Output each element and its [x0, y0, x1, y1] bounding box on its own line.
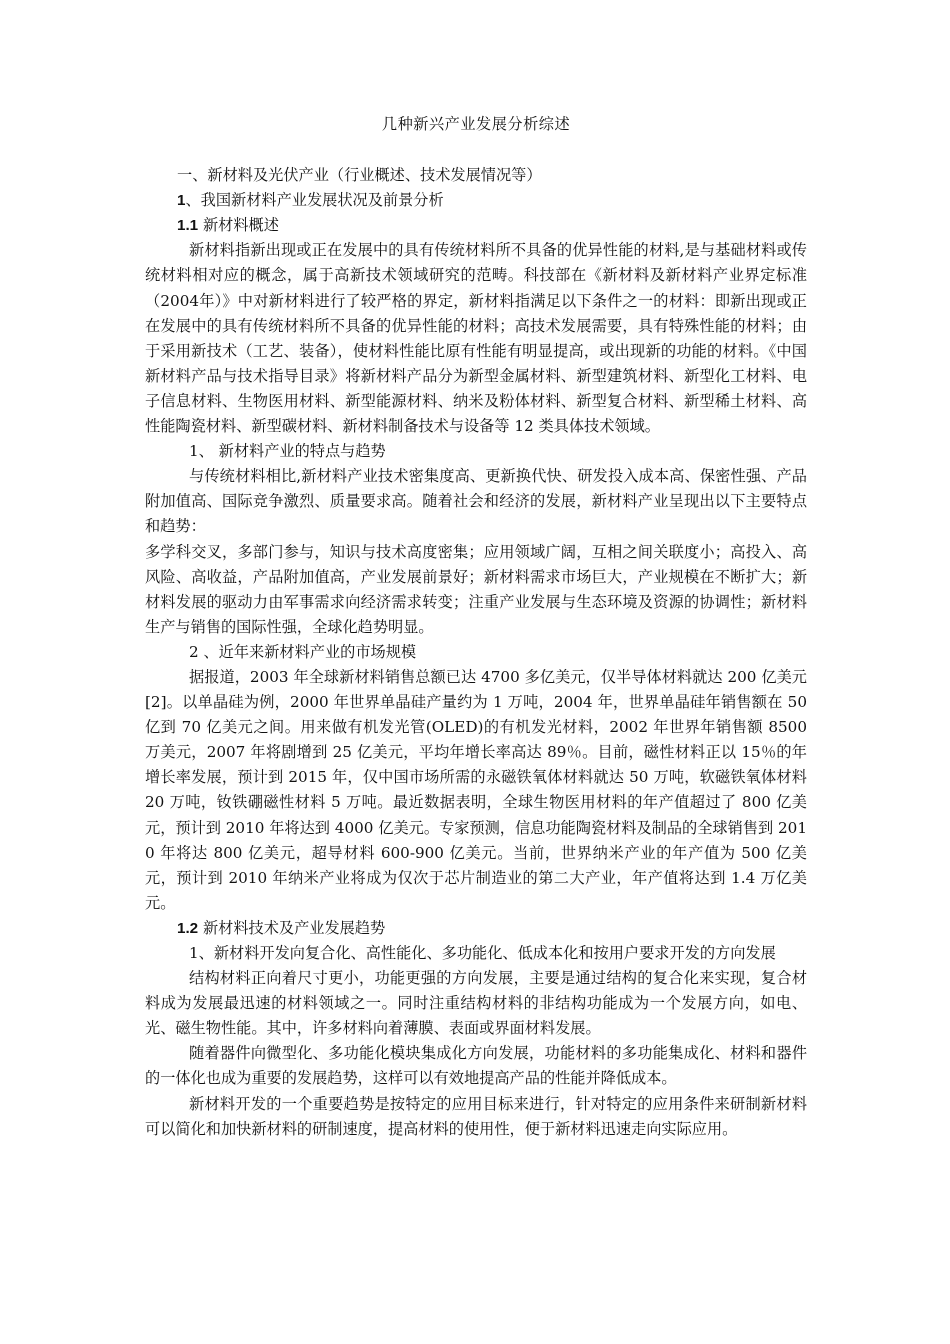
subsection-number: 1.2: [177, 919, 199, 937]
item-heading-paragraph: 1、新材料开发向复合化、高性能化、多功能化、低成本化和按用户要求开发的方向发展: [189, 944, 776, 962]
subsection-text: 新材料技术及产业发展趋势: [198, 918, 386, 937]
item-heading: 2 、近年来新材料产业的市场规模: [189, 642, 417, 661]
subsection-text: 、我国新材料产业发展状况及前景分析: [185, 191, 444, 210]
subsection-number: 1.1: [177, 217, 199, 235]
section-heading: 一、新材料及光伏产业（行业概述、技术发展情况等）: [177, 166, 542, 185]
document-title: 几种新兴产业发展分析综述: [381, 115, 571, 133]
paragraph: 随着器件向微型化、多功能化模块集成化方向发展，功能材料的多功能集成化、材料和器件的一体化也成为重要的发展趋势，这样可以有效地提高产品的性能并降低成本。: [145, 1044, 807, 1088]
document-page: [145, 112, 807, 1142]
paragraph: 与传统材料相比,新材料产业技术密集度高、更新换代快、研发投入成本高、保密性强、产品附加值高、国际竞争激烈、质量要求高。随着社会和经济的发展，新材料产业呈现出以下主要特点和趋势：: [145, 467, 807, 536]
subsection-text: 新材料概述: [198, 216, 279, 235]
subsection-heading: [145, 188, 807, 213]
paragraph: 据报道，2003 年全球新材料销售总额已达 4700 多亿美元，仅半导体材料就达 200 亿美元[2]。以单晶硅为例，2000 年世界单晶硅产量约为 1 万吨，2004 年，世界单晶硅年销售额在 50 亿到 70 亿美元之间。用来做有机发光管(OLED)的有机发光材料，2002 年世界年销售额 8500 万美元，2007 年将剧增到 25 亿美元，平均年增长率高达 89％。目前，磁性材料正以 15％的年增长率发展，预计到 2015 年，仅中国市场所需的永磁铁氧体材料就达 50 万吨，软磁铁氧体材料 20 万吨，钕铁硼磁性材料 5 万吨。最近数据表明，全球生物医用材料的年产值超过了 800 亿美元，预计到 2010 年将达到 4000 亿美元。专家预测，信息功能陶瓷材料及制品的全球销售到 2010 年将达 800 亿美元，超导材料 600-900 亿美元。当前，世界纳米产业的年产值为 500 亿美元，预计到 2010 年纳米产业将成为仅次于芯片制造业的第二大产业，年产值将达到 1.4 万亿美元。: [145, 667, 807, 912]
subsection-heading-1-1: [145, 213, 807, 238]
subsection-heading-1-2: [145, 916, 807, 941]
paragraph: 多学科交叉，多部门参与，知识与技术高度密集；应用领域广阔，互相之间关联度小；高投入、高风险、高收益，产品附加值高，产业发展前景好；新材料需求市场巨大，产业规模在不断扩大；新材料发展的驱动力由军事需求向经济需求转变；注重产业发展与生态环境及资源的协调性；新材料生产与销售的国际性强，全球化趋势明显。: [145, 542, 807, 636]
paragraph: 新材料开发的一个重要趋势是按特定的应用目标来进行，针对特定的应用条件来研制新材料可以简化和加快新材料的研制速度，提高材料的使用性，便于新材料迅速走向实际应用。: [145, 1094, 807, 1138]
subsection-number: 1: [177, 192, 186, 210]
paragraph: 新材料指新出现或正在发展中的具有传统材料所不具备的优异性能的材料,是与基础材料或传统材料相对应的概念，属于高新技术领域研究的范畴。科技部在《新材料及新材料产业界定标准（2004年）》中对新材料进行了较严格的界定，新材料指满足以下条件之一的材料：即新出现或正在发展中的具有传统材料所不具备的优异性能的材料；高技术发展需要，具有特殊性能的材料；由于采用新技术（工艺、装备），使材料性能比原有性能有明显提高，或出现新的功能的材料。《中国新材料产品与技术指导目录》将新材料产品分为新型金属材料、新型建筑材料、新型化工材料、电子信息材料、生物医用材料、新型能源材料、纳米及粉体材料、新型复合材料、新型稀土材料、高性能陶瓷材料、新型碳材料、新材料制备技术与设备等 12 类具体技术领域。: [145, 241, 807, 436]
paragraph: 结构材料正向着尺寸更小，功能更强的方向发展，主要是通过结构的复合化来实现，复合材料成为发展最迅速的材料领域之一。同时注重结构材料的非结构功能成为一个发展方向，如电、光、磁生物性能。其中，许多材料向着薄膜、表面或界面材料发展。: [145, 969, 807, 1038]
item-heading: 1、 新材料产业的特点与趋势: [189, 442, 386, 461]
